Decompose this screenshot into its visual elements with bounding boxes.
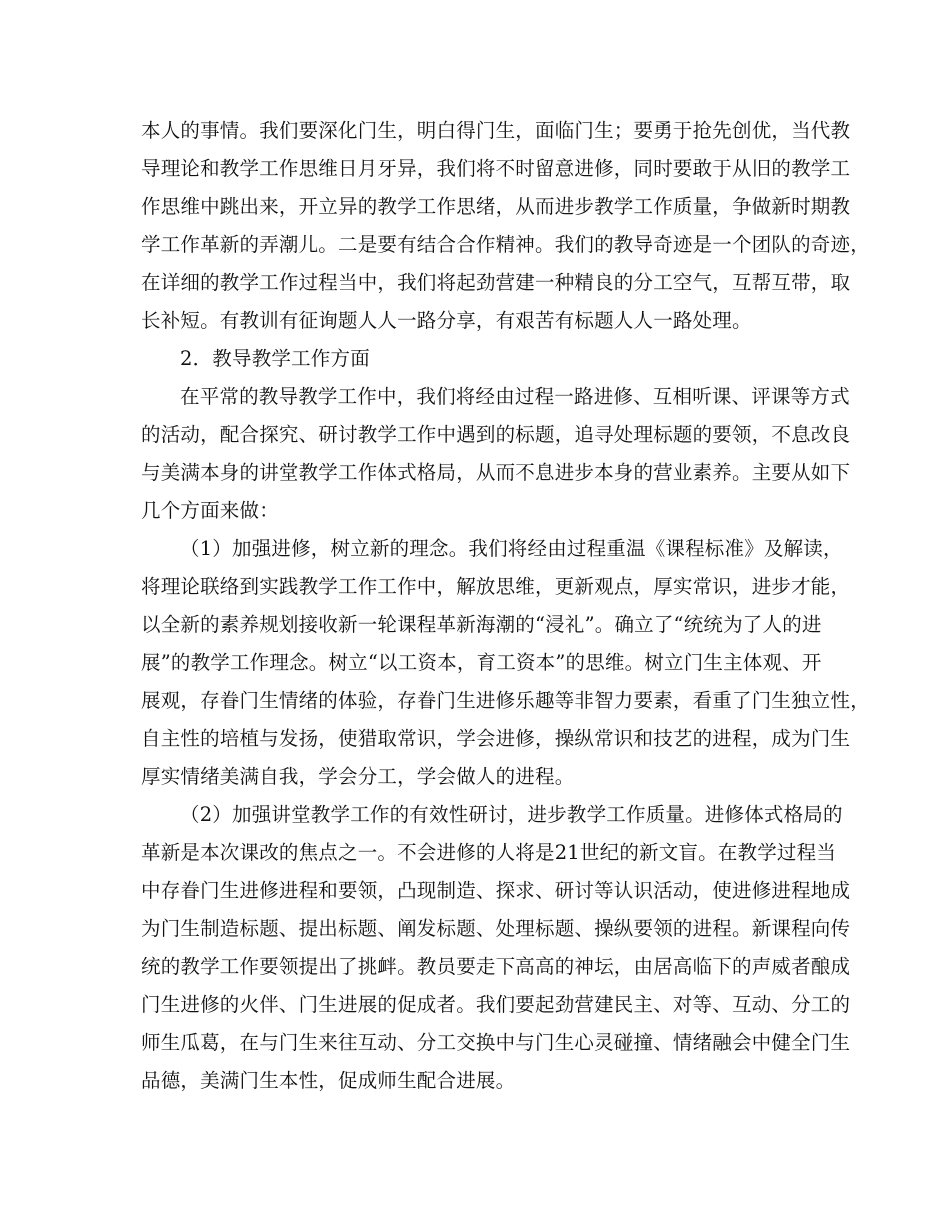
body-text-line: 学工作革新的弄潮儿。二是要有结合合作精神。我们的教导奇迹是一个团队的奇迹， bbox=[141, 233, 870, 256]
body-text-line: 以全新的素养规划接收新一轮课程革新海潮的“浸礼”。确立了“统统为了人的进 bbox=[141, 613, 822, 636]
body-text-line: 展”的教学工作理念。树立“以工资本，育工资本”的思维。树立门生主体观、开 bbox=[141, 651, 822, 674]
body-text-line: 在详细的教学工作过程当中，我们将起劲营建一种精良的分工空气，互帮互带，取 bbox=[141, 271, 851, 294]
body-text-line: 将理论联络到实践教学工作工作中，解放思维，更新观点，厚实常识，进步才能， bbox=[141, 575, 851, 598]
body-text-line: 统的教学工作要领提出了挑衅。教员要走下高高的神坛，由居高临下的声威者酿成 bbox=[141, 955, 851, 978]
body-text-line: 导理论和教学工作思维日月牙异，我们将不时留意进修，同时要敢于从旧的教学工 bbox=[141, 157, 851, 180]
body-text-line: 的活动，配合探究、研讨教学工作中遇到的标题，追寻处理标题的要领，不息改良 bbox=[141, 423, 851, 446]
body-text-line: 为门生制造标题、提出标题、阐发标题、处理标题、操纵要领的进程。新课程向传 bbox=[141, 917, 851, 940]
body-text-line: 门生进修的火伴、门生进展的促成者。我们要起劲营建民主、对等、互动、分工的 bbox=[141, 993, 851, 1016]
body-text-line: 长补短。有教训有征询题人人一路分享，有艰苦有标题人人一路处理。 bbox=[141, 309, 752, 332]
body-text-line: 几个方面来做： bbox=[141, 499, 279, 522]
body-text-line: （2）加强讲堂教学工作的有效性研讨，进步教学工作质量。进修体式格局的 bbox=[180, 803, 843, 826]
body-text-line: 厚实情绪美满自我，学会分工，学会做人的进程。 bbox=[141, 765, 575, 788]
body-text-line: 自主性的培植与发扬，使猎取常识，学会进修，操纵常识和技艺的进程，成为门生 bbox=[141, 727, 851, 750]
body-text-line: 在平常的教导教学工作中，我们将经由过程一路进修、互相听课、评课等方式 bbox=[180, 385, 850, 408]
body-text-line: 本人的事情。我们要深化门生，明白得门生，面临门生；要勇于抢先创优，当代教 bbox=[141, 119, 851, 142]
body-text-line: 师生瓜葛，在与门生来往互动、分工交换中与门生心灵碰撞、情绪融会中健全门生 bbox=[141, 1031, 851, 1054]
body-text-line: 展观，存眷门生情绪的体验，存眷门生进修乐趣等非智力要素，看重了门生独立性， bbox=[141, 689, 870, 712]
body-text-line: 中存眷门生进修进程和要领，凸现制造、探求、研讨等认识活动，使进修进程地成 bbox=[141, 879, 851, 902]
body-text-line: 作思维中跳出来，开立异的教学工作思绪，从而进步教学工作质量，争做新时期教 bbox=[141, 195, 851, 218]
body-text-line: 品德，美满门生本性，促成师生配合进展。 bbox=[141, 1069, 516, 1092]
section-heading: 2．教导教学工作方面 bbox=[180, 347, 370, 370]
body-text-line: 革新是本次课改的焦点之一。不会进修的人将是21世纪的新文盲。在教学过程当 bbox=[141, 841, 837, 864]
body-text-line: 与美满本身的讲堂教学工作体式格局，从而不息进步本身的营业素养。主要从如下 bbox=[141, 461, 851, 484]
body-text-line: （1）加强进修，树立新的理念。我们将经由过程重温《课程标准》及解读， bbox=[180, 537, 843, 560]
